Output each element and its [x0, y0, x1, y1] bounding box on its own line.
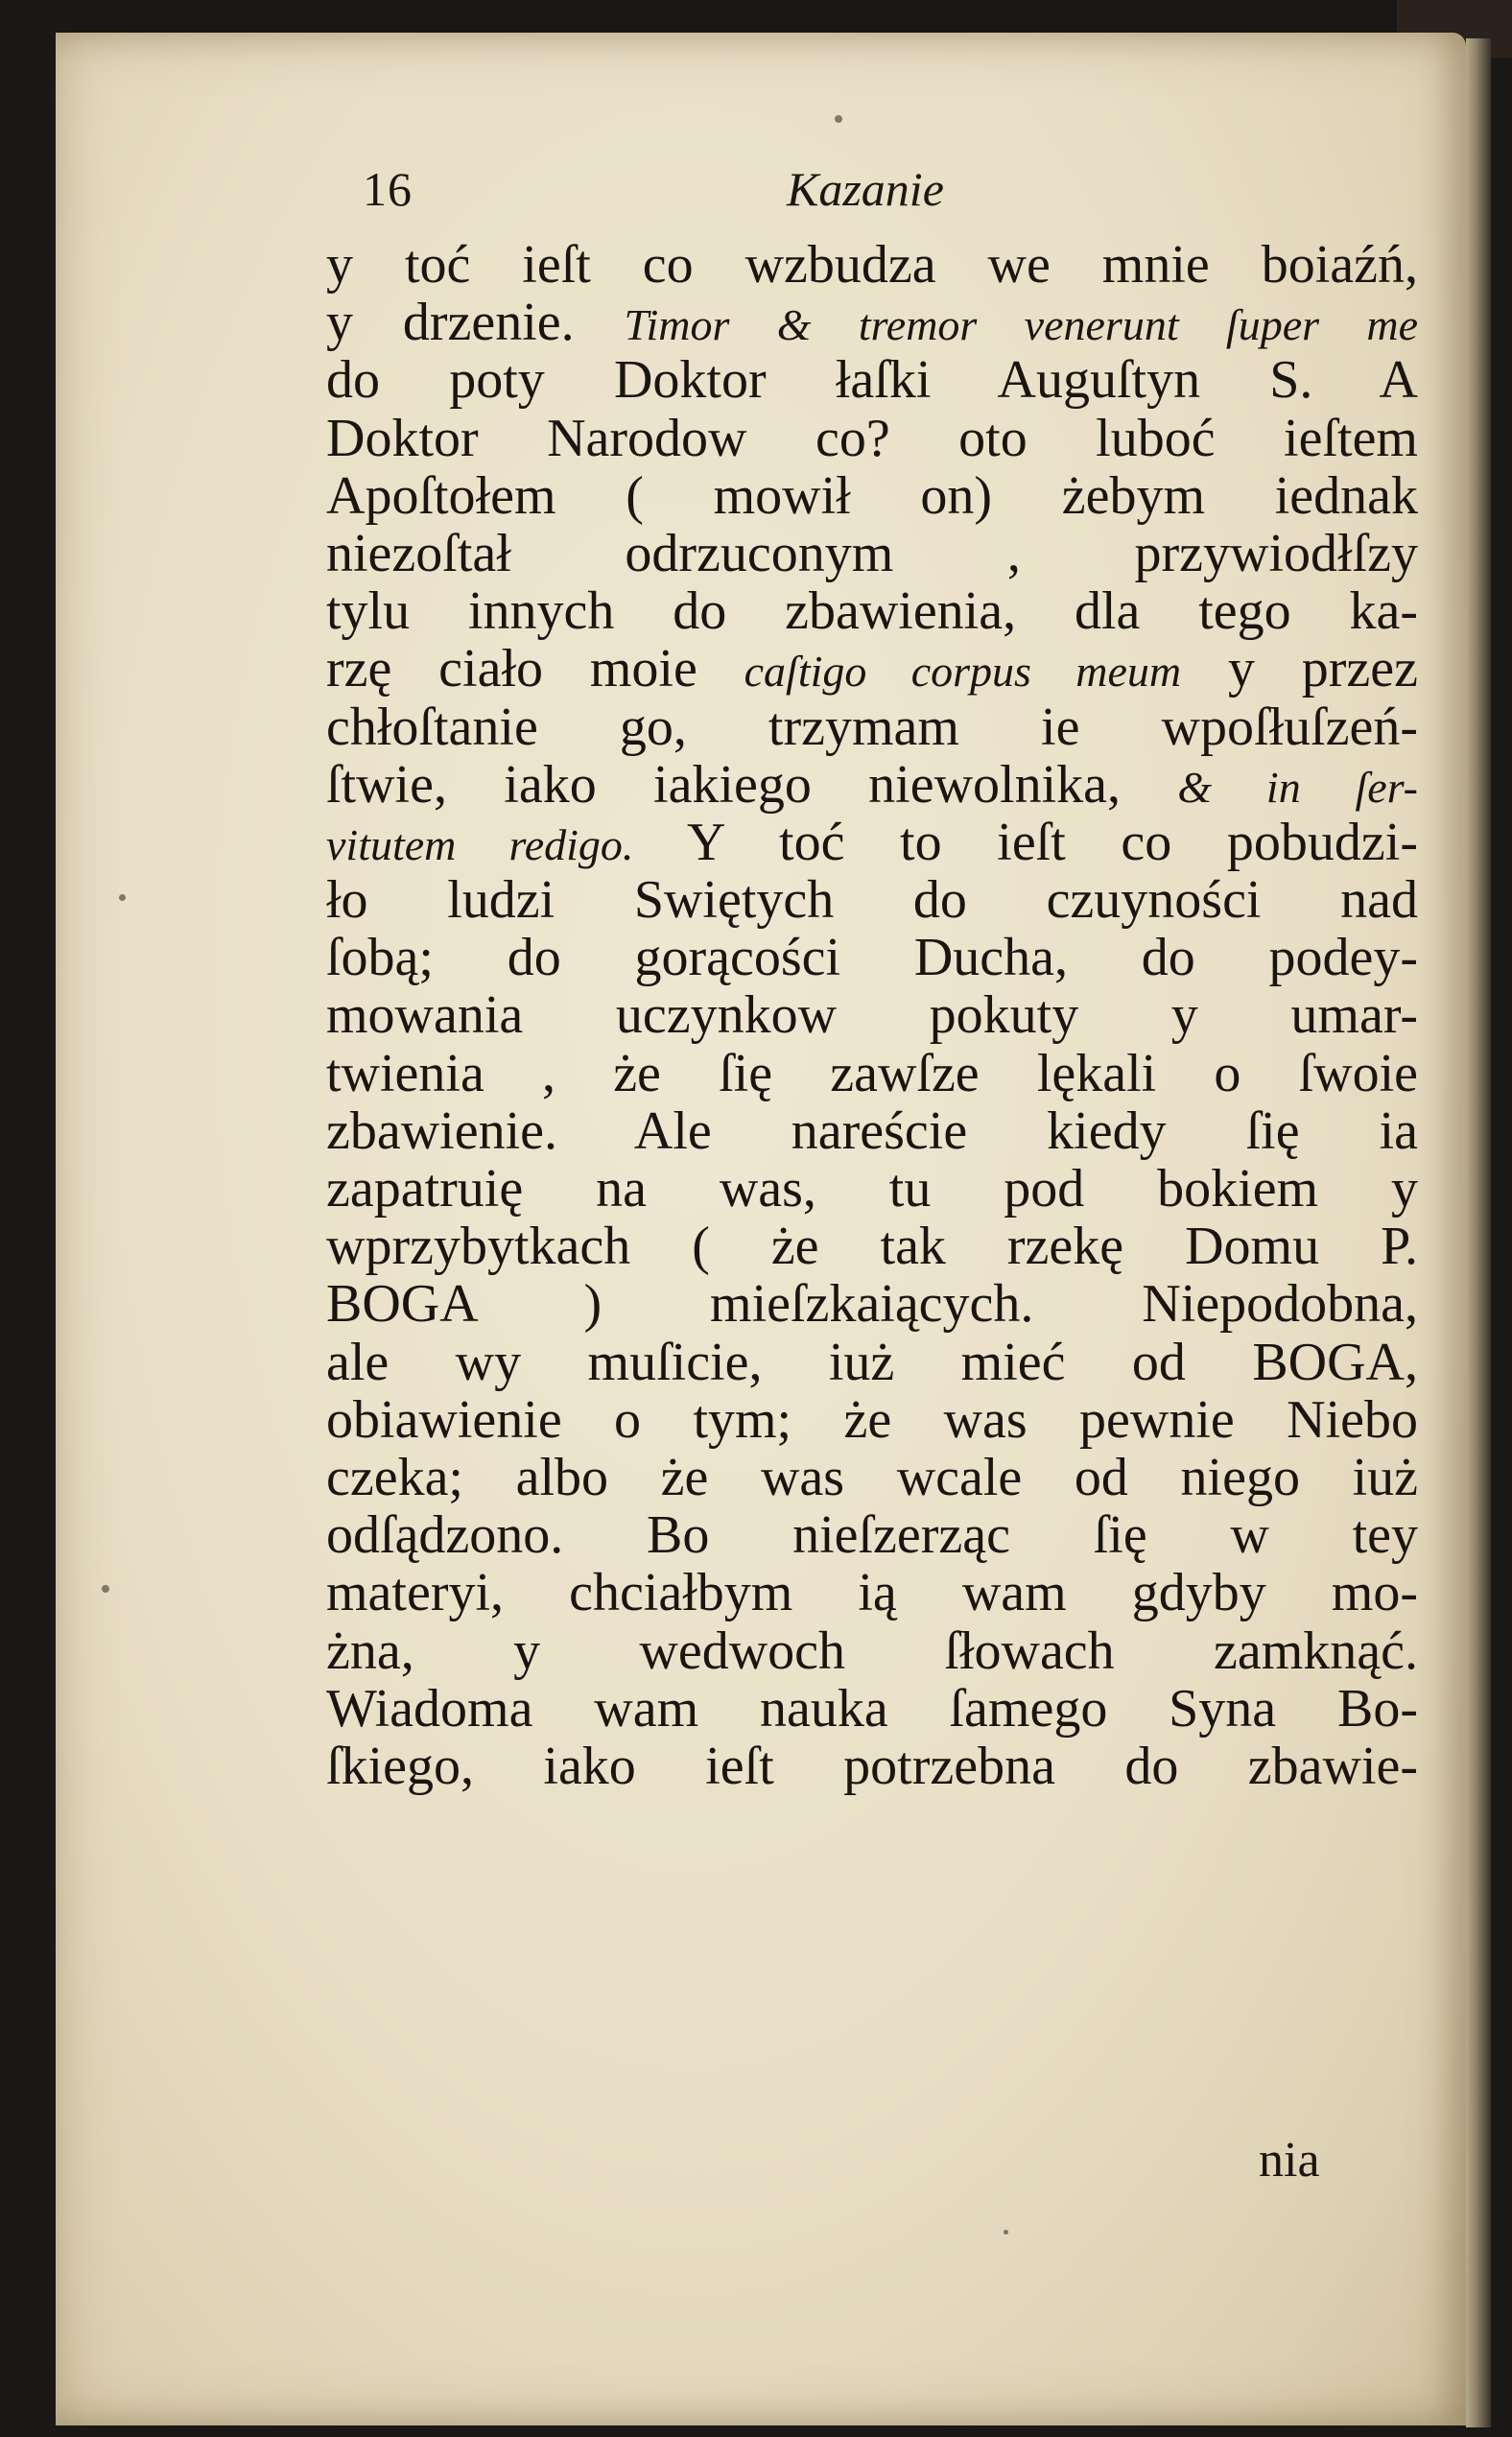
ink-speck [119, 894, 126, 901]
text-line: niezoſtał odrzuconym , przywiodłſzy [326, 524, 1418, 583]
text-line: ſtwie, iako iakiego niewolnika, & in ſer- [326, 755, 1418, 814]
text-line: do poty Doktor łaſki Auguſtyn S. A [326, 351, 1418, 410]
text-line: rzę ciało moie caſtigo corpus meum y przez [326, 640, 1418, 698]
text-line: Doktor Narodow co? oto luboć ieſtem [326, 409, 1418, 467]
text-line: ſkiego, iako ieſt potrzebna do zbawie- [326, 1737, 1418, 1796]
latin-quote: caſtigo corpus meum [744, 647, 1182, 697]
text-line: ło ludzi Swiętych do czuyności nad [326, 871, 1418, 930]
text-line: zbawienie. Ale nareście kiedy ſię ia [326, 1101, 1418, 1160]
catchword: nia [1259, 2133, 1320, 2188]
text-line: Apoſtołem ( mowił on) żebym iednak [326, 466, 1418, 525]
text-line: tylu innych do zbawienia, dla tego ka- [326, 582, 1418, 641]
body-text [326, 236, 1418, 1795]
text-line: wprzybytkach ( że tak rzekę Domu P. [326, 1218, 1418, 1276]
text-line: odſądzono. Bo nieſzerząc ſię w tey [326, 1506, 1418, 1565]
ink-speck [102, 1585, 109, 1593]
ink-speck [1004, 2230, 1008, 2235]
text-line: twienia , że ſię zawſze lękali o ſwoie [326, 1044, 1418, 1102]
text-line: chłoſtanie go, trzymam ie wpoſłuſzeń- [326, 698, 1418, 756]
text-line: żna, y wedwoch ſłowach zamknąć. [326, 1621, 1418, 1680]
page-header [345, 161, 1401, 228]
text-line: Wiadoma wam nauka ſamego Syna Bo- [326, 1679, 1418, 1738]
ink-speck [835, 115, 842, 123]
text-line: vitutem redigo. Y toć to ieſt co pobudzi- [326, 813, 1418, 872]
running-title: Kazanie [787, 162, 944, 216]
text-line: y drzenie. Timor & tremor venerunt ſuper me [326, 294, 1418, 352]
text-line: ale wy muſicie, iuż mieć od BOGA, [326, 1333, 1418, 1391]
latin-quote: & in ſer- [1177, 762, 1418, 812]
text-line: mowania uczynkow pokuty y umar- [326, 986, 1418, 1045]
latin-quote: Timor & tremor venerunt ſuper me [624, 300, 1418, 350]
text-line: ſobą; do gorącości Ducha, do podey- [326, 929, 1418, 987]
text-line: czeka; albo że was wcale od niego iuż [326, 1448, 1418, 1507]
text-line: y toć ieſt co wzbudza we mnie boiaźń, [326, 236, 1418, 295]
page-edge [1466, 38, 1491, 2427]
text-line: zapatruię na was, tu pod bokiem y [326, 1160, 1418, 1218]
text-line: BOGA ) mieſzkaiących. Niepodobna, [326, 1275, 1418, 1334]
text-line: materyi, chciałbym ią wam gdyby mo- [326, 1564, 1418, 1622]
text-line: obiawienie o tym; że was pewnie Niebo [326, 1390, 1418, 1449]
page-number: 16 [363, 162, 413, 216]
latin-quote: vitutem redigo. [326, 819, 634, 869]
